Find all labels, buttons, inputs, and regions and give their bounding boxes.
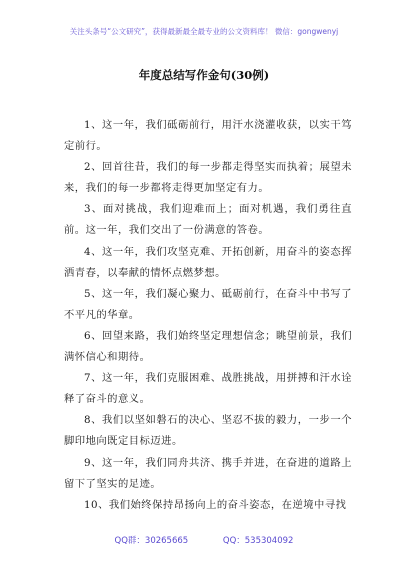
paragraph-5: 5、这一年，我们凝心聚力、砥砺前行，在奋斗中书写了不平凡的华章。 xyxy=(64,287,352,321)
paragraph-3: 3、面对挑战，我们迎难而上；面对机遇，我们勇往直前。这一年，我们交出了一份满意的答卷。 xyxy=(64,203,352,237)
paragraph-2: 2、回首往昔，我们的每一步都走得坚实而执着；展望未来，我们的每一步都将走得更加坚定有力。 xyxy=(64,161,352,195)
document-body xyxy=(64,115,352,516)
paragraph-7: 7、这一年，我们克服困难、战胜挑战，用拼搏和汗水诠释了奋斗的意义。 xyxy=(64,372,352,406)
paragraph-9: 9、这一年，我们同舟共济、携手并进，在奋进的道路上留下了坚实的足迹。 xyxy=(64,456,352,490)
footer-qq: QQ：535304092 xyxy=(222,536,294,546)
paragraph-4: 4、这一年，我们攻坚克难、开拓创新，用奋斗的姿态挥洒青春，以奉献的情怀点燃梦想。 xyxy=(64,245,352,279)
page-title: 年度总结写作金句(30例) xyxy=(138,68,270,82)
footer-contact xyxy=(0,534,408,546)
paragraph-6: 6、回望来路，我们始终坚定理想信念；眺望前景，我们满怀信心和期待。 xyxy=(64,329,352,364)
paragraph-8: 8、我们以坚如磐石的决心、坚忍不拔的毅力，一步一个脚印地向既定目标迈进。 xyxy=(64,414,352,448)
paragraph-10: 10、我们始终保持昂扬向上的奋斗姿态，在逆境中寻找 xyxy=(84,498,347,511)
paragraph-1: 1、这一年，我们砥砺前行，用汗水浇灌收获，以实干笃定前行。 xyxy=(64,119,352,153)
header-note: 关注头条号“公文研究”，获得最新最全最专业的公文资料库！ 微信：gongwenyj xyxy=(69,27,339,36)
footer-qq-group: QQ群：30265665 xyxy=(114,536,189,546)
